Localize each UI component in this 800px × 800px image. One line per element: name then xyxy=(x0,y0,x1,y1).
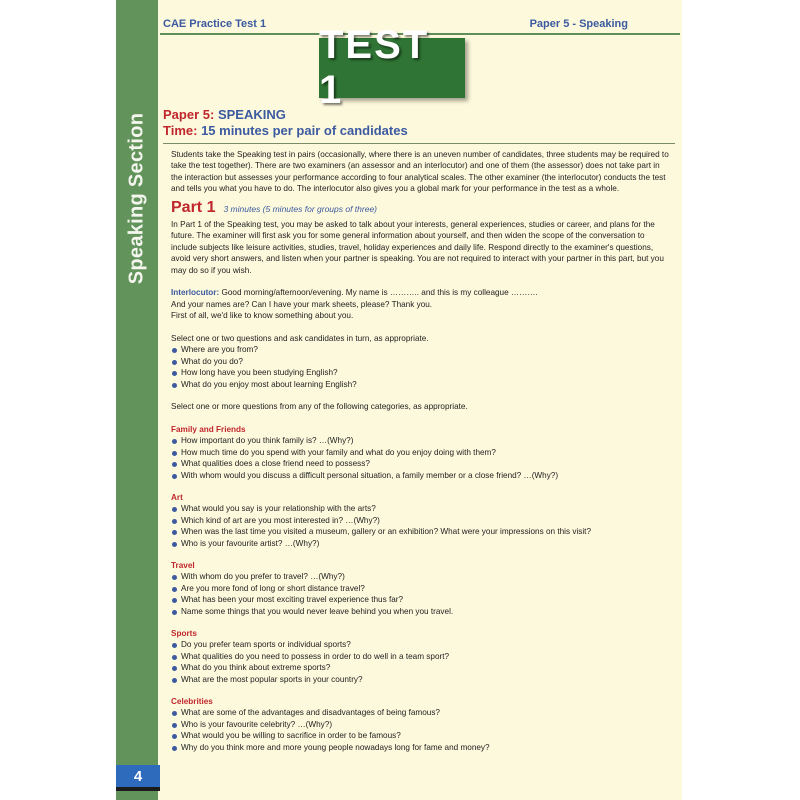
intro-paragraph: Students take the Speaking test in pairs (occasionally, where there is an uneven number of candidates, three students may be required to take the test together). There are two examiners (an assessor and an interlocutor) and one of them (the assessor) does not take part in the interaction but assesses your performance according to four analytical scales. The other examiner (the interlocutor) conducts the test and tells you what you have to do. The interlocutor also gives you a global mark for your performance in the test as a whole. xyxy=(171,150,669,194)
category-title-celebrities: Celebrities xyxy=(171,697,213,707)
category-art xyxy=(171,503,671,549)
list-item: Who is your favourite artist? …(Why?) xyxy=(171,538,671,549)
side-label xyxy=(116,108,158,288)
list-item: Which kind of art are you most interested in? …(Why?) xyxy=(171,515,671,526)
part1-heading xyxy=(171,198,671,216)
list-item: What are some of the advantages and disadvantages of being famous? xyxy=(171,707,671,718)
main-content xyxy=(171,149,671,753)
list-item: With whom do you prefer to travel? …(Why?) xyxy=(171,571,671,582)
list-item: What qualities does a close friend need to possess? xyxy=(171,458,671,469)
list-item: How much time do you spend with your family and what do you enjoy doing with them? xyxy=(171,447,671,458)
paper-title xyxy=(163,107,286,122)
list-item: What are the most popular sports in your country? xyxy=(171,674,671,685)
time-label: Time: xyxy=(163,123,198,138)
category-family xyxy=(171,435,671,481)
list-item: What would you say is your relationship with the arts? xyxy=(171,503,671,514)
category-title-travel: Travel xyxy=(171,560,195,570)
header-right: Paper 5 - Speaking xyxy=(529,18,628,30)
header-left: CAE Practice Test 1 xyxy=(163,18,267,30)
category-travel xyxy=(171,571,671,617)
part1-subtitle: 3 minutes (5 minutes for groups of three) xyxy=(223,203,378,214)
side-label-text: Speaking Section xyxy=(125,112,148,284)
part1-description: In Part 1 of the Speaking test, you may be asked to talk about your interests, general experiences, studies or career, and plans for the future. The examiner will first ask you for some general information about yourself, and then widen the scope of the conversation to include subjects like leisure activities, studies, travel, holiday experiences and daily life. Respond directly to the examiner's questions, avoid very short answers, and listen when your partner is speaking. You are not required to interact with your partner in this part, but you may do so if you wish. xyxy=(171,220,664,275)
list-item: With whom would you discuss a difficult personal situation, a family member or a close friend? …(Why?) xyxy=(171,470,671,481)
select-more-instruction: Select one or more questions from any of the following categories, as appropriate. xyxy=(171,402,468,412)
divider xyxy=(163,143,675,144)
interlocutor-line-2: And your names are? Can I have your mark sheets, please? Thank you. xyxy=(171,299,433,309)
list-item: Name some things that you would never leave behind you when you travel. xyxy=(171,606,671,617)
interlocutor-line-3: First of all, we'd like to know something about you. xyxy=(171,311,354,321)
list-item: How important do you think family is? …(Why?) xyxy=(171,435,671,446)
list-item: What has been your most exciting travel experience thus far? xyxy=(171,594,671,605)
category-celebrities xyxy=(171,707,671,753)
list-item: Where are you from? xyxy=(171,344,671,355)
list-item: What do you enjoy most about learning English? xyxy=(171,379,671,390)
test-banner xyxy=(319,23,465,112)
intro-questions xyxy=(171,344,671,390)
category-title-sports: Sports xyxy=(171,628,197,638)
list-item: Do you prefer team sports or individual sports? xyxy=(171,639,671,650)
paper-label: Paper 5: xyxy=(163,107,215,122)
list-item: Why do you think more and more young people nowadays long for fame and money? xyxy=(171,742,671,753)
list-item: What do you think about extreme sports? xyxy=(171,662,671,673)
interlocutor-text: Good morning/afternoon/evening. My name is ……….. and this is my colleague ………. xyxy=(221,288,538,298)
list-item: What qualities do you need to possess in order to do well in a team sport? xyxy=(171,651,671,662)
banner-text: TEST 1 xyxy=(319,23,430,112)
category-title-family: Family and Friends xyxy=(171,424,246,434)
paper-value: SPEAKING xyxy=(217,107,286,122)
interlocutor-label: Interlocutor: xyxy=(171,288,220,298)
select-two-instruction: Select one or two questions and ask candidates in turn, as appropriate. xyxy=(171,334,429,344)
list-item: Are you more fond of long or short distance travel? xyxy=(171,583,671,594)
part1-title: Part 1 xyxy=(171,198,216,216)
category-sports xyxy=(171,639,671,685)
list-item: How long have you been studying English? xyxy=(171,367,671,378)
category-title-art: Art xyxy=(171,492,183,502)
list-item: What do you do? xyxy=(171,356,671,367)
page-number: 4 xyxy=(116,765,160,791)
interlocutor-line-1 xyxy=(171,287,671,298)
list-item: Who is your favourite celebrity? …(Why?) xyxy=(171,719,671,730)
time-value: 15 minutes per pair of candidates xyxy=(201,123,408,138)
time-line xyxy=(163,123,408,138)
list-item: When was the last time you visited a museum, gallery or an exhibition? What were your impressions on this visit? xyxy=(171,526,671,537)
list-item: What would you be willing to sacrifice in order to be famous? xyxy=(171,730,671,741)
